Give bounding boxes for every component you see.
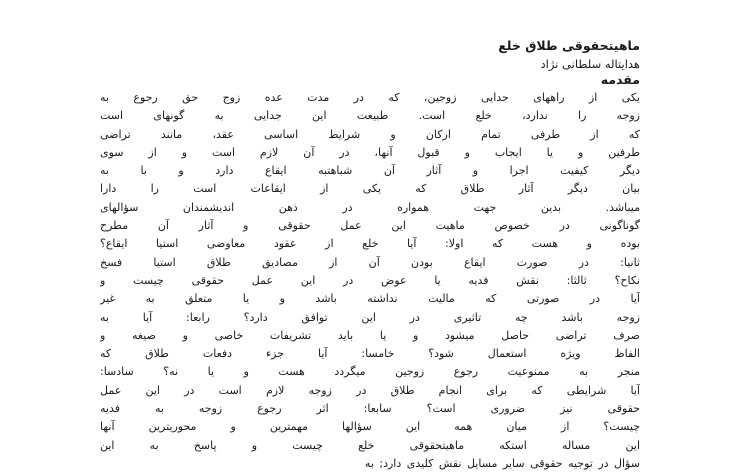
- text-line: ثانیا: در صورت ایقاع بودن آن از مصادیق طلاق استیا فسخ: [100, 255, 640, 269]
- document-title: ماهیتحقوقی طلاق خلع: [498, 38, 640, 53]
- text-line: طرفین و یا ایجاب و قبول آنها، در آن لازم است و از سوی: [100, 145, 640, 159]
- text-line: آیا شرایطی که برای انجام طلاق در زوجه لازم است در این عمل: [100, 383, 640, 397]
- text-line: که از طرفی تمام ارکان و شرایط اساسی عقد، مانند تراضی: [100, 127, 640, 141]
- text-line: الفاظ ویژه استعمال شود؟ خامسا: آیا جزء دفعات طلاق که: [100, 347, 640, 361]
- text-line: چیست؟ از میان همه این سؤالها مهمترین و محوریترین آنها: [100, 420, 640, 434]
- text-line: زوجه باشد چه تاثیری در این توافق دارد؟ رابعا: آیا به: [100, 310, 640, 324]
- text-line: زوجه را ندارد، خلع است. طبیعت این جدایی به گونهای است: [100, 109, 640, 123]
- section-heading: مقدمه: [600, 72, 640, 87]
- text-line: بوده و هست که اولا: آیا خلع از عقود معاوضی استیا ایقاع؟: [100, 237, 640, 251]
- paragraph: [100, 89, 640, 473]
- text-line: نکاح؟ ثالثا: نقش فدیه یا عوض در این عمل حقوقی چیست و: [100, 273, 640, 287]
- text-line: یکی از راههای جدایی زوجین، که در مدت عده زوج حق رجوع به: [100, 91, 640, 104]
- text-line: میباشد. بدین جهت همواره در ذهن اندیشمندان سؤالهای: [100, 200, 640, 214]
- text-line: سؤال در توجیه حقوقی سایر مسایل نقش کلیدی دارد; به: [364, 456, 640, 470]
- text-line: بیان دیگر آثار طلاق که یکی از ایقاعات است را دارا: [100, 182, 640, 196]
- text-line: آیا در صورتی که مالیت نداشته باشد و یا متعلق به غیر: [100, 292, 640, 306]
- document-author: هدایتاله سلطانی نژاد: [540, 57, 640, 71]
- text-line: حقوقی نیز ضروری است؟ سابعا: اثر رجوع زوجه به فدیه: [100, 402, 640, 416]
- text-line: صرف تراضی حاصل میشود و یا باید تشریفات خاصی و صیغه و: [100, 328, 640, 342]
- document-body: [100, 38, 640, 473]
- text-line: این مساله استکه ماهیتحقوقی خلع چیست و پاسخ به این: [100, 438, 640, 452]
- text-line: گوناگونی در خصوص ماهیت این عمل حقوقی و آثار آن مطرح: [100, 219, 640, 233]
- text-line: دیگر کیفیت اجرا و آثار آن شباهتبه ایقاع دارد و با به: [100, 164, 640, 178]
- text-line: منجر به ممنوعیت رجوع زوجین میگردد هست و یا نه؟ سادسا:: [100, 365, 640, 379]
